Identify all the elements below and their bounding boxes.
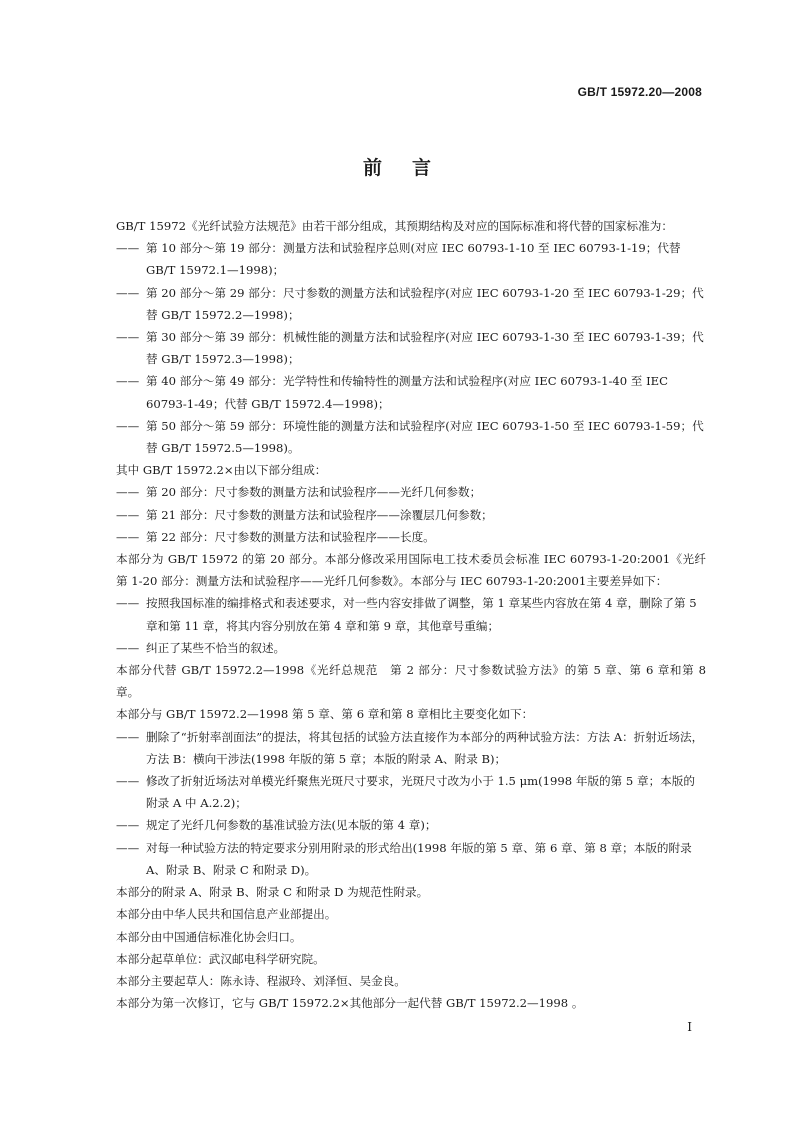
sub-item-text: 第 22 部分：尺寸参数的测量方法和试验程序——长度。 — [146, 529, 435, 544]
changes-intro-paragraph: 本部分与 GB/T 15972.2—1998 第 5 章、第 6 章和第 8 章相比主要变化如下： — [116, 707, 534, 722]
diff-item-2 — [90, 637, 706, 659]
intro-paragraph: GB/T 15972《光纤试验方法规范》由若干部分组成，其预期结构及对应的国际标准和将代替的国家标准为： — [116, 219, 673, 233]
change-item-text: 对每一种试验方法的特定要求分别用附录的形式给出(1998 年版的第 5 章、第 6 章、第 8 章；本版的附录 A、附录 B、附录 C 和附录 D)。 — [146, 840, 692, 877]
sub-item-text: 第 21 部分：尺寸参数的测量方法和试验程序——涂覆层几何参数； — [146, 507, 493, 522]
structure-item-5 — [90, 415, 706, 459]
change-item-text: 规定了光纤几何参数的基准试验方法(见本版的第 4 章)； — [146, 818, 437, 833]
sub-intro-paragraph: 其中 GB/T 15972.2×由以下部分组成： — [116, 463, 327, 478]
structure-item-4 — [90, 370, 706, 414]
structure-item-text: 第 50 部分～第 59 部分：环境性能的测量方法和试验程序(对应 IEC 60793-1-50 至 IEC 60793-1-59；代替 GB/T 15972.5—1998)。 — [146, 418, 704, 456]
dash: —— — [116, 529, 140, 544]
dash: —— — [116, 774, 140, 789]
dash: —— — [116, 330, 140, 345]
dash: —— — [116, 485, 140, 500]
structure-item-3 — [90, 326, 706, 370]
revision-note: 本部分为第一次修订，它与 GB/T 15972.2×其他部分一起代替 GB/T 15972.2—1998 。 — [116, 996, 584, 1011]
proposed-by: 本部分由中华人民共和国信息产业部提出。 — [116, 907, 337, 922]
change-item-1 — [90, 726, 706, 770]
centralized-by: 本部分由中国通信标准化协会归口。 — [116, 929, 302, 944]
dash: —— — [116, 241, 140, 256]
diff-item-1 — [90, 592, 706, 636]
change-item-2 — [90, 770, 706, 814]
appendix-note: 本部分的附录 A、附录 B、附录 C 和附录 D 为规范性附录。 — [116, 885, 429, 900]
diff-item-text: 按照我国标准的编排格式和表述要求，对一些内容安排做了调整，第 1 章某些内容放在第 4 章，删除了第 5 章和第 11 章，将其内容分别放在第 4 章和第 9 章，其他章号重编； — [146, 596, 697, 633]
change-item-4 — [90, 837, 706, 881]
diff-item-text: 纠正了某些不恰当的叙述。 — [146, 640, 286, 655]
foreword-body — [90, 215, 718, 1014]
dash: —— — [116, 285, 140, 300]
change-item-text: 删除了“折射率剖面法”的提法，将其包括的试验方法直接作为本部分的两种试验方法：方法 A：折射近场法，方法 B：横向干涉法(1998 年版的第 5 章；本版的附录 A、附录 B)； — [146, 729, 704, 766]
page-number: I — [687, 1020, 692, 1034]
sub-item-1 — [90, 481, 706, 503]
dash: —— — [116, 729, 140, 744]
adoption-paragraph: 本部分为 GB/T 15972 的第 20 部分。本部分修改采用国际电工技术委员会标准 IEC 60793-1-20:2001《光纤 第 1-20 部分：测量方法和试验程序——光纤几何参数》。本部分与 IEC 60793-1-20:2001主要差异如下： — [116, 552, 718, 589]
dash: —— — [116, 818, 140, 833]
dash: —— — [116, 640, 140, 655]
drafting-unit: 本部分起草单位：武汉邮电科学研究院。 — [116, 951, 325, 966]
change-item-3 — [90, 814, 706, 836]
sub-item-2 — [90, 504, 706, 526]
page-title: 前言 — [362, 157, 461, 179]
sub-item-text: 第 20 部分：尺寸参数的测量方法和试验程序——光纤几何参数； — [146, 485, 482, 500]
structure-item-text: 第 10 部分～第 19 部分：测量方法和试验程序总则(对应 IEC 60793-1-10 至 IEC 60793-1-19；代替 GB/T 15972.1—1998)； — [146, 241, 681, 278]
sub-item-3 — [90, 526, 706, 548]
dash: —— — [116, 374, 140, 389]
structure-item-text: 第 30 部分～第 39 部分：机械性能的测量方法和试验程序(对应 IEC 60793-1-30 至 IEC 60793-1-39；代替 GB/T 15972.3—1998)； — [146, 330, 704, 367]
drafters: 本部分主要起草人：陈永诗、程淑玲、刘泽恒、吴金良。 — [116, 973, 406, 988]
structure-item-1 — [90, 237, 706, 281]
structure-item-text: 第 40 部分～第 49 部分：光学特性和传输特性的测量方法和试验程序(对应 IEC 60793-1-40 至 IEC 60793-1-49；代替 GB/T 15972.4—1998)； — [146, 374, 668, 411]
standard-number: GB/T 15972.20—2008 — [577, 85, 702, 99]
dash: —— — [116, 507, 140, 522]
dash: —— — [116, 418, 140, 433]
change-item-text: 修改了折射近场法对单模光纤聚焦光斑尺寸要求，光斑尺寸改为小于 1.5 μm(1998 年版的第 5 章；本版的附录 A 中 A.2.2)； — [146, 774, 695, 811]
dash: —— — [116, 596, 140, 611]
structure-item-2 — [90, 282, 706, 326]
replaces-paragraph: 本部分代替 GB/T 15972.2—1998《光纤总规范 第 2 部分：尺寸参数试验方法》的第 5 章、第 6 章和第 8 章。 — [116, 663, 706, 700]
dash: —— — [116, 840, 140, 855]
structure-item-text: 第 20 部分～第 29 部分：尺寸参数的测量方法和试验程序(对应 IEC 60793-1-20 至 IEC 60793-1-29；代替 GB/T 15972.2—1998)； — [146, 285, 704, 322]
